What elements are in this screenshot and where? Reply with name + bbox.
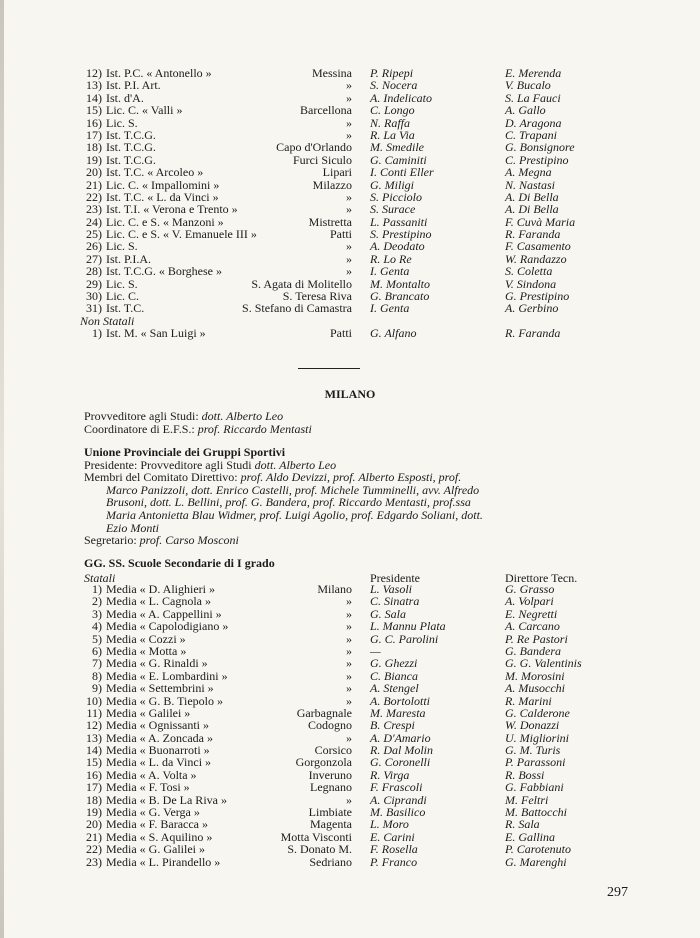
school-name: Ist. P.C. « Antonello » (106, 66, 212, 80)
school-name: Lic. C. « Impallomini » (106, 177, 220, 192)
direttore-name: F. Cuvà Maria (505, 214, 576, 229)
city-name: » (346, 90, 352, 105)
school-name: Media « G. Galilei » (106, 842, 205, 857)
direttore-name: A. Carcano (505, 619, 560, 634)
school-name: Media « Motta » (106, 643, 187, 658)
city-name: Magenta (310, 817, 352, 832)
presidente-name: B. Crespi (370, 718, 415, 733)
milano-school-list (80, 583, 600, 868)
table-row (80, 856, 600, 868)
row-number: 27) (86, 251, 102, 266)
direttore-name: A. Musocchi (505, 681, 565, 696)
row-number: 16) (86, 767, 102, 782)
row-number: 7) (92, 656, 102, 671)
row-number: 26) (86, 239, 102, 254)
direttore-name: G. Grasso (505, 582, 555, 596)
row-number: 24) (86, 214, 102, 229)
direttore-name: N. Nastasi (505, 177, 556, 192)
membri-line-5: Ezio Monti (106, 520, 159, 535)
school-name: Media « A. Zoncada » (106, 730, 213, 745)
city-name: » (346, 681, 352, 696)
row-number: 8) (92, 668, 102, 683)
section-divider (298, 368, 360, 369)
city-name: » (346, 115, 352, 130)
school-name: Media « Capolodigiano » (106, 619, 229, 634)
direttore-name: E. Merenda (505, 66, 562, 80)
row-number: 1) (92, 326, 102, 341)
presidente-name: A. Bortolotti (370, 693, 430, 708)
table-row (80, 657, 600, 669)
presidente-name: R. Virga (370, 767, 410, 782)
presidente-name: G. Coronelli (370, 755, 431, 770)
row-number: 25) (86, 227, 102, 242)
city-name: Inveruno (308, 767, 352, 782)
direttore-name: G. Bandera (505, 643, 561, 658)
direttore-name: G. Bonsignore (505, 140, 575, 155)
column-header-direttore: Direttore Tecn. (505, 571, 578, 585)
direttore-name: V. Sindona (505, 276, 557, 291)
row-number: 1) (92, 582, 102, 596)
presidente-name: M. Maresta (370, 705, 426, 720)
direttore-name: R. Marini (505, 693, 552, 708)
membri-line-2: Marco Panizzoli, dott. Enrico Castelli, prof. Michele Tumminelli, avv. Alfredo (106, 482, 480, 497)
school-name: Media « L. da Vinci » (106, 755, 212, 770)
row-number: 11) (86, 705, 102, 720)
city-name: » (346, 239, 352, 254)
presidente-name: A. Indelicato (370, 90, 432, 105)
direttore-name: G. Prestipino (505, 289, 570, 304)
school-name: Media « Cozzi » (106, 631, 186, 646)
city-name: Corsico (314, 743, 352, 758)
city-name: » (346, 594, 352, 609)
direttore-name: G. G. Valentinis (505, 656, 582, 671)
direttore-name: G. Fabbiani (505, 780, 564, 795)
presidente-name: R. Lo Re (370, 251, 412, 266)
table-row (80, 265, 600, 277)
city-name: Patti (329, 326, 352, 341)
direttore-name: M. Morosini (505, 668, 565, 683)
presidente-name: N. Raffa (370, 115, 411, 130)
school-name: Lic. S. (106, 276, 138, 291)
direttore-name: E. Gallina (505, 829, 555, 844)
row-number: 6) (92, 643, 102, 658)
school-name: Ist. T.C.G. « Borghese » (106, 264, 222, 279)
school-name: Media « F. Baracca » (106, 817, 208, 832)
school-name: Ist. M. « San Luigi » (106, 326, 206, 341)
messina-school-list (80, 67, 600, 340)
unione-title: Unione Provinciale dei Gruppi Sportivi (84, 445, 286, 459)
direttore-name: P. Parassoni (505, 755, 566, 770)
direttore-name: P. Re Pastori (505, 631, 568, 646)
school-name: Media « L. Pirandello » (106, 854, 221, 869)
school-name: Ist. T.C.G. (106, 127, 156, 142)
row-number: 19) (86, 152, 102, 167)
presidente-name: A. D'Amario (370, 730, 431, 745)
presidente-name: G. Brancato (370, 289, 430, 304)
column-header-presidente: Presidente (370, 571, 420, 585)
direttore-name: M. Battocchi (505, 805, 567, 820)
city-name: » (346, 693, 352, 708)
city-name: Garbagnale (296, 705, 352, 720)
school-name: Media « G. Verga » (106, 805, 200, 820)
school-name: Media « G. B. Tiepolo » (106, 693, 224, 708)
school-name: Lic. C. « Valli » (106, 103, 183, 118)
table-row (80, 818, 600, 830)
direttore-name: M. Feltri (505, 792, 549, 807)
row-number: 17) (86, 780, 102, 795)
row-number: 15) (86, 755, 102, 770)
city-name: Limbiate (308, 805, 352, 820)
school-name: Ist. T.C. « L. da Vinci » (106, 189, 219, 204)
presidente-name: L. Vasoli (370, 582, 413, 596)
direttore-name: R. Sala (505, 817, 540, 832)
city-name: S. Teresa Riva (282, 289, 352, 304)
city-name: Milano (317, 582, 352, 596)
segretario-line: Segretario: prof. Carso Mosconi (84, 533, 239, 548)
presidente-name: R. Dal Molin (370, 743, 433, 758)
city-name: » (346, 730, 352, 745)
unione-block (84, 446, 624, 547)
table-row (80, 141, 600, 153)
city-name: » (346, 792, 352, 807)
school-name: Media « L. Cagnola » (106, 594, 211, 609)
row-number: 18) (86, 792, 102, 807)
city-name: Sedriano (309, 854, 352, 869)
school-name: Media « Ognissanti » (106, 718, 209, 733)
table-row (80, 620, 600, 632)
city-name: » (346, 264, 352, 279)
row-number: 30) (86, 289, 102, 304)
city-name: Milazzo (312, 177, 352, 192)
city-name: » (346, 656, 352, 671)
direttore-name: F. Casamento (505, 239, 571, 254)
row-number: 17) (86, 127, 102, 142)
membri-line: Membri del Comitato Direttivo: prof. Aldo Devizzi, prof. Alberto Esposti, prof. (84, 470, 462, 485)
school-name: Ist. T.C.G. (106, 140, 156, 155)
city-name: Capo d'Orlando (276, 140, 352, 155)
city-name: » (346, 606, 352, 621)
presidente-name: C. Longo (370, 103, 415, 118)
presidente-name: G. Caminiti (370, 152, 427, 167)
school-name: Ist. T.I. « Verona e Trento » (106, 202, 238, 217)
school-name: Media « F. Tosi » (106, 780, 190, 795)
school-name: Lic. C. (106, 289, 139, 304)
school-name: Media « Settembrini » (106, 681, 214, 696)
presidente-name: F. Frascoli (370, 780, 423, 795)
row-number: 28) (86, 264, 102, 279)
city-name: » (346, 78, 352, 93)
table-row (80, 781, 600, 793)
presidente-name: S. Nocera (370, 78, 418, 93)
presidente-name: L. Moro (370, 817, 409, 832)
direttore-name: P. Carotenuto (505, 842, 572, 857)
presidente-name: F. Rosella (370, 842, 418, 857)
city-name: » (346, 202, 352, 217)
presidente-name: I. Genta (370, 264, 410, 279)
school-name: Media « D. Alighieri » (106, 582, 215, 596)
direttore-name: E. Negretti (505, 606, 558, 621)
provveditore-line: Provveditore agli Studi: dott. Alberto Leo (84, 409, 284, 423)
presidente-name: R. La Via (370, 127, 415, 142)
school-name: Media « Buonarroti » (106, 743, 210, 758)
direttore-name: C. Trapani (505, 127, 558, 142)
city-name: » (346, 189, 352, 204)
presidente-name: A. Stengel (370, 681, 419, 696)
row-number: 15) (86, 103, 102, 118)
direttore-name: V. Bucalo (505, 78, 551, 93)
city-name: Mistretta (308, 214, 352, 229)
row-number: 21) (86, 829, 102, 844)
direttore-name: A. Volpari (505, 594, 554, 609)
row-number: 2) (92, 594, 102, 609)
presidente-name: M. Basilico (370, 805, 426, 820)
membri-line-3: Brusoni, dott. L. Bellini, prof. G. Bandera, prof. Riccardo Mentasti, prof.ssa (106, 495, 471, 510)
row-number: 14) (86, 743, 102, 758)
table-row (80, 240, 600, 252)
presidente-name: S. Prestipino (370, 227, 432, 242)
row-number: 22) (86, 189, 102, 204)
row-number: 16) (86, 115, 102, 130)
presidente-name: G. Ghezzi (370, 656, 418, 671)
row-number: 12) (86, 66, 102, 80)
presidente-name: C. Sinatra (370, 594, 420, 609)
school-name: Lic. C. e S. « V. Emanuele III » (106, 227, 257, 242)
city-name: Legnano (310, 780, 352, 795)
non-statali-label: Non Statali (80, 313, 135, 328)
row-number: 31) (86, 301, 102, 316)
presidente-name: L. Mannu Plata (370, 619, 446, 634)
row-number: 20) (86, 817, 102, 832)
presidente-name: L. Passaniti (370, 214, 428, 229)
row-number: 12) (86, 718, 102, 733)
presidente-name: I. Conti Eller (370, 165, 434, 180)
direttore-name: A. Gerbino (505, 301, 559, 316)
section-heading-milano: MILANO (324, 387, 376, 401)
direttore-name: C. Prestipino (505, 152, 569, 167)
direttore-name: A. Di Bella (505, 189, 559, 204)
presidente-name: P. Franco (370, 854, 418, 869)
table-row (80, 843, 600, 855)
presidente-name: G. Miligi (370, 177, 414, 192)
city-name: S. Agata di Molitello (251, 276, 352, 291)
page-number: 297 (607, 885, 628, 900)
direttore-name: U. Migliorini (505, 730, 570, 745)
presidente-name: S. Picciolo (370, 189, 422, 204)
presidente-name: M. Montalto (370, 276, 430, 291)
city-name: Lipari (322, 165, 352, 180)
coordinatore-line: Coordinatore di E.F.S.: prof. Riccardo Mentasti (84, 421, 312, 436)
presidente-line: Presidente: Provveditore agli Studi dott. Alberto Leo (84, 457, 337, 472)
city-name: » (346, 643, 352, 658)
city-name: Motta Visconti (280, 829, 352, 844)
row-number: 9) (92, 681, 102, 696)
table-row (80, 595, 600, 607)
city-name: Codogno (307, 718, 352, 733)
presidente-name: — (370, 643, 381, 658)
school-name: Ist. d'A. (106, 90, 144, 105)
direttore-name: S. Coletta (505, 264, 553, 279)
row-number: 3) (92, 606, 102, 621)
city-name: Messina (312, 66, 352, 80)
direttore-name: D. Aragona (505, 115, 562, 130)
direttore-name: W. Donazzi (505, 718, 560, 733)
row-number: 20) (86, 165, 102, 180)
row-number: 19) (86, 805, 102, 820)
presidente-name: S. Surace (370, 202, 416, 217)
direttore-name: G. Marenghi (505, 854, 567, 869)
row-number: 13) (86, 730, 102, 745)
membri-line-4: Maria Antonietta Blau Widmer, prof. Luigi Agolio, prof. Edgardo Soliani, dott. (106, 507, 483, 522)
presidente-name: G. Alfano (370, 326, 417, 341)
row-number: 22) (86, 842, 102, 857)
row-number: 29) (86, 276, 102, 291)
city-name: » (346, 127, 352, 142)
city-name: » (346, 251, 352, 266)
city-name: Patti (329, 227, 352, 242)
table-row (80, 79, 600, 91)
presidente-name: P. Ripepi (370, 66, 414, 80)
school-name: Media « E. Lombardini » (106, 668, 228, 683)
row-number: 10) (86, 693, 102, 708)
presidente-name: C. Bianca (370, 668, 418, 683)
table-row (80, 302, 600, 314)
school-name: Ist. P.I. Art. (106, 78, 161, 93)
direttore-name: A. Megna (505, 165, 552, 180)
milano-officials (84, 410, 624, 435)
row-number: 13) (86, 78, 102, 93)
row-number: 21) (86, 177, 102, 192)
direttore-name: A. Di Bella (505, 202, 559, 217)
table-row (80, 756, 600, 768)
presidente-name: G. C. Parolini (370, 631, 439, 646)
direttore-name: A. Gallo (505, 103, 546, 118)
row-number: 5) (92, 631, 102, 646)
city-name: Gorgonzola (295, 755, 352, 770)
city-name: » (346, 631, 352, 646)
school-name: Media « A. Volta » (106, 767, 197, 782)
direttore-name: G. Calderone (505, 705, 570, 720)
city-name: S. Stefano di Camastra (242, 301, 352, 316)
table-row (80, 203, 600, 215)
school-name: Lic. S. (106, 115, 138, 130)
row-number: 14) (86, 90, 102, 105)
direttore-name: G. M. Turis (505, 743, 561, 758)
school-name: Ist. T.C. (106, 301, 145, 316)
direttore-name: R. Bossi (505, 767, 545, 782)
page-edge-shadow (0, 0, 4, 938)
school-name: Ist. P.I.A. (106, 251, 152, 266)
city-name: S. Donato M. (287, 842, 352, 857)
city-name: » (346, 668, 352, 683)
row-number: 23) (86, 202, 102, 217)
row-number: 4) (92, 619, 102, 634)
school-name: Media « S. Aquilino » (106, 829, 213, 844)
school-name: Media « A. Cappellini » (106, 606, 222, 621)
row-number: 18) (86, 140, 102, 155)
direttore-name: R. Faranda (505, 326, 561, 341)
table-row (80, 327, 600, 339)
presidente-name: A. Deodato (370, 239, 425, 254)
direttore-name: S. La Fauci (505, 90, 561, 105)
presidente-name: A. Ciprandi (370, 792, 427, 807)
school-name: Lic. S. (106, 239, 138, 254)
city-name: » (346, 619, 352, 634)
school-name: Lic. C. e S. « Manzoni » (106, 214, 224, 229)
table-row (80, 682, 600, 694)
table-row (80, 104, 600, 116)
city-name: Barcellona (300, 103, 352, 118)
presidente-name: E. Carini (370, 829, 415, 844)
presidente-name: I. Genta (370, 301, 410, 316)
school-name: Ist. T.C. « Arcoleo » (106, 165, 204, 180)
school-name: Media « Galilei » (106, 705, 191, 720)
table-row (80, 719, 600, 731)
direttore-name: R. Faranda (505, 227, 561, 242)
direttore-name: W. Randazzo (505, 251, 567, 266)
school-name: Ist. T.C.G. (106, 152, 156, 167)
school-name: Media « G. Rinaldi » (106, 656, 208, 671)
gg-ss-title: GG. SS. Scuole Secondarie di I grado (84, 556, 275, 570)
school-name: Media « B. De La Riva » (106, 792, 227, 807)
table-row (80, 166, 600, 178)
row-number: 23) (86, 854, 102, 869)
presidente-name: M. Smedile (370, 140, 424, 155)
city-name: Furci Siculo (293, 152, 352, 167)
statali-label: Statali (84, 571, 116, 585)
presidente-name: G. Sala (370, 606, 406, 621)
